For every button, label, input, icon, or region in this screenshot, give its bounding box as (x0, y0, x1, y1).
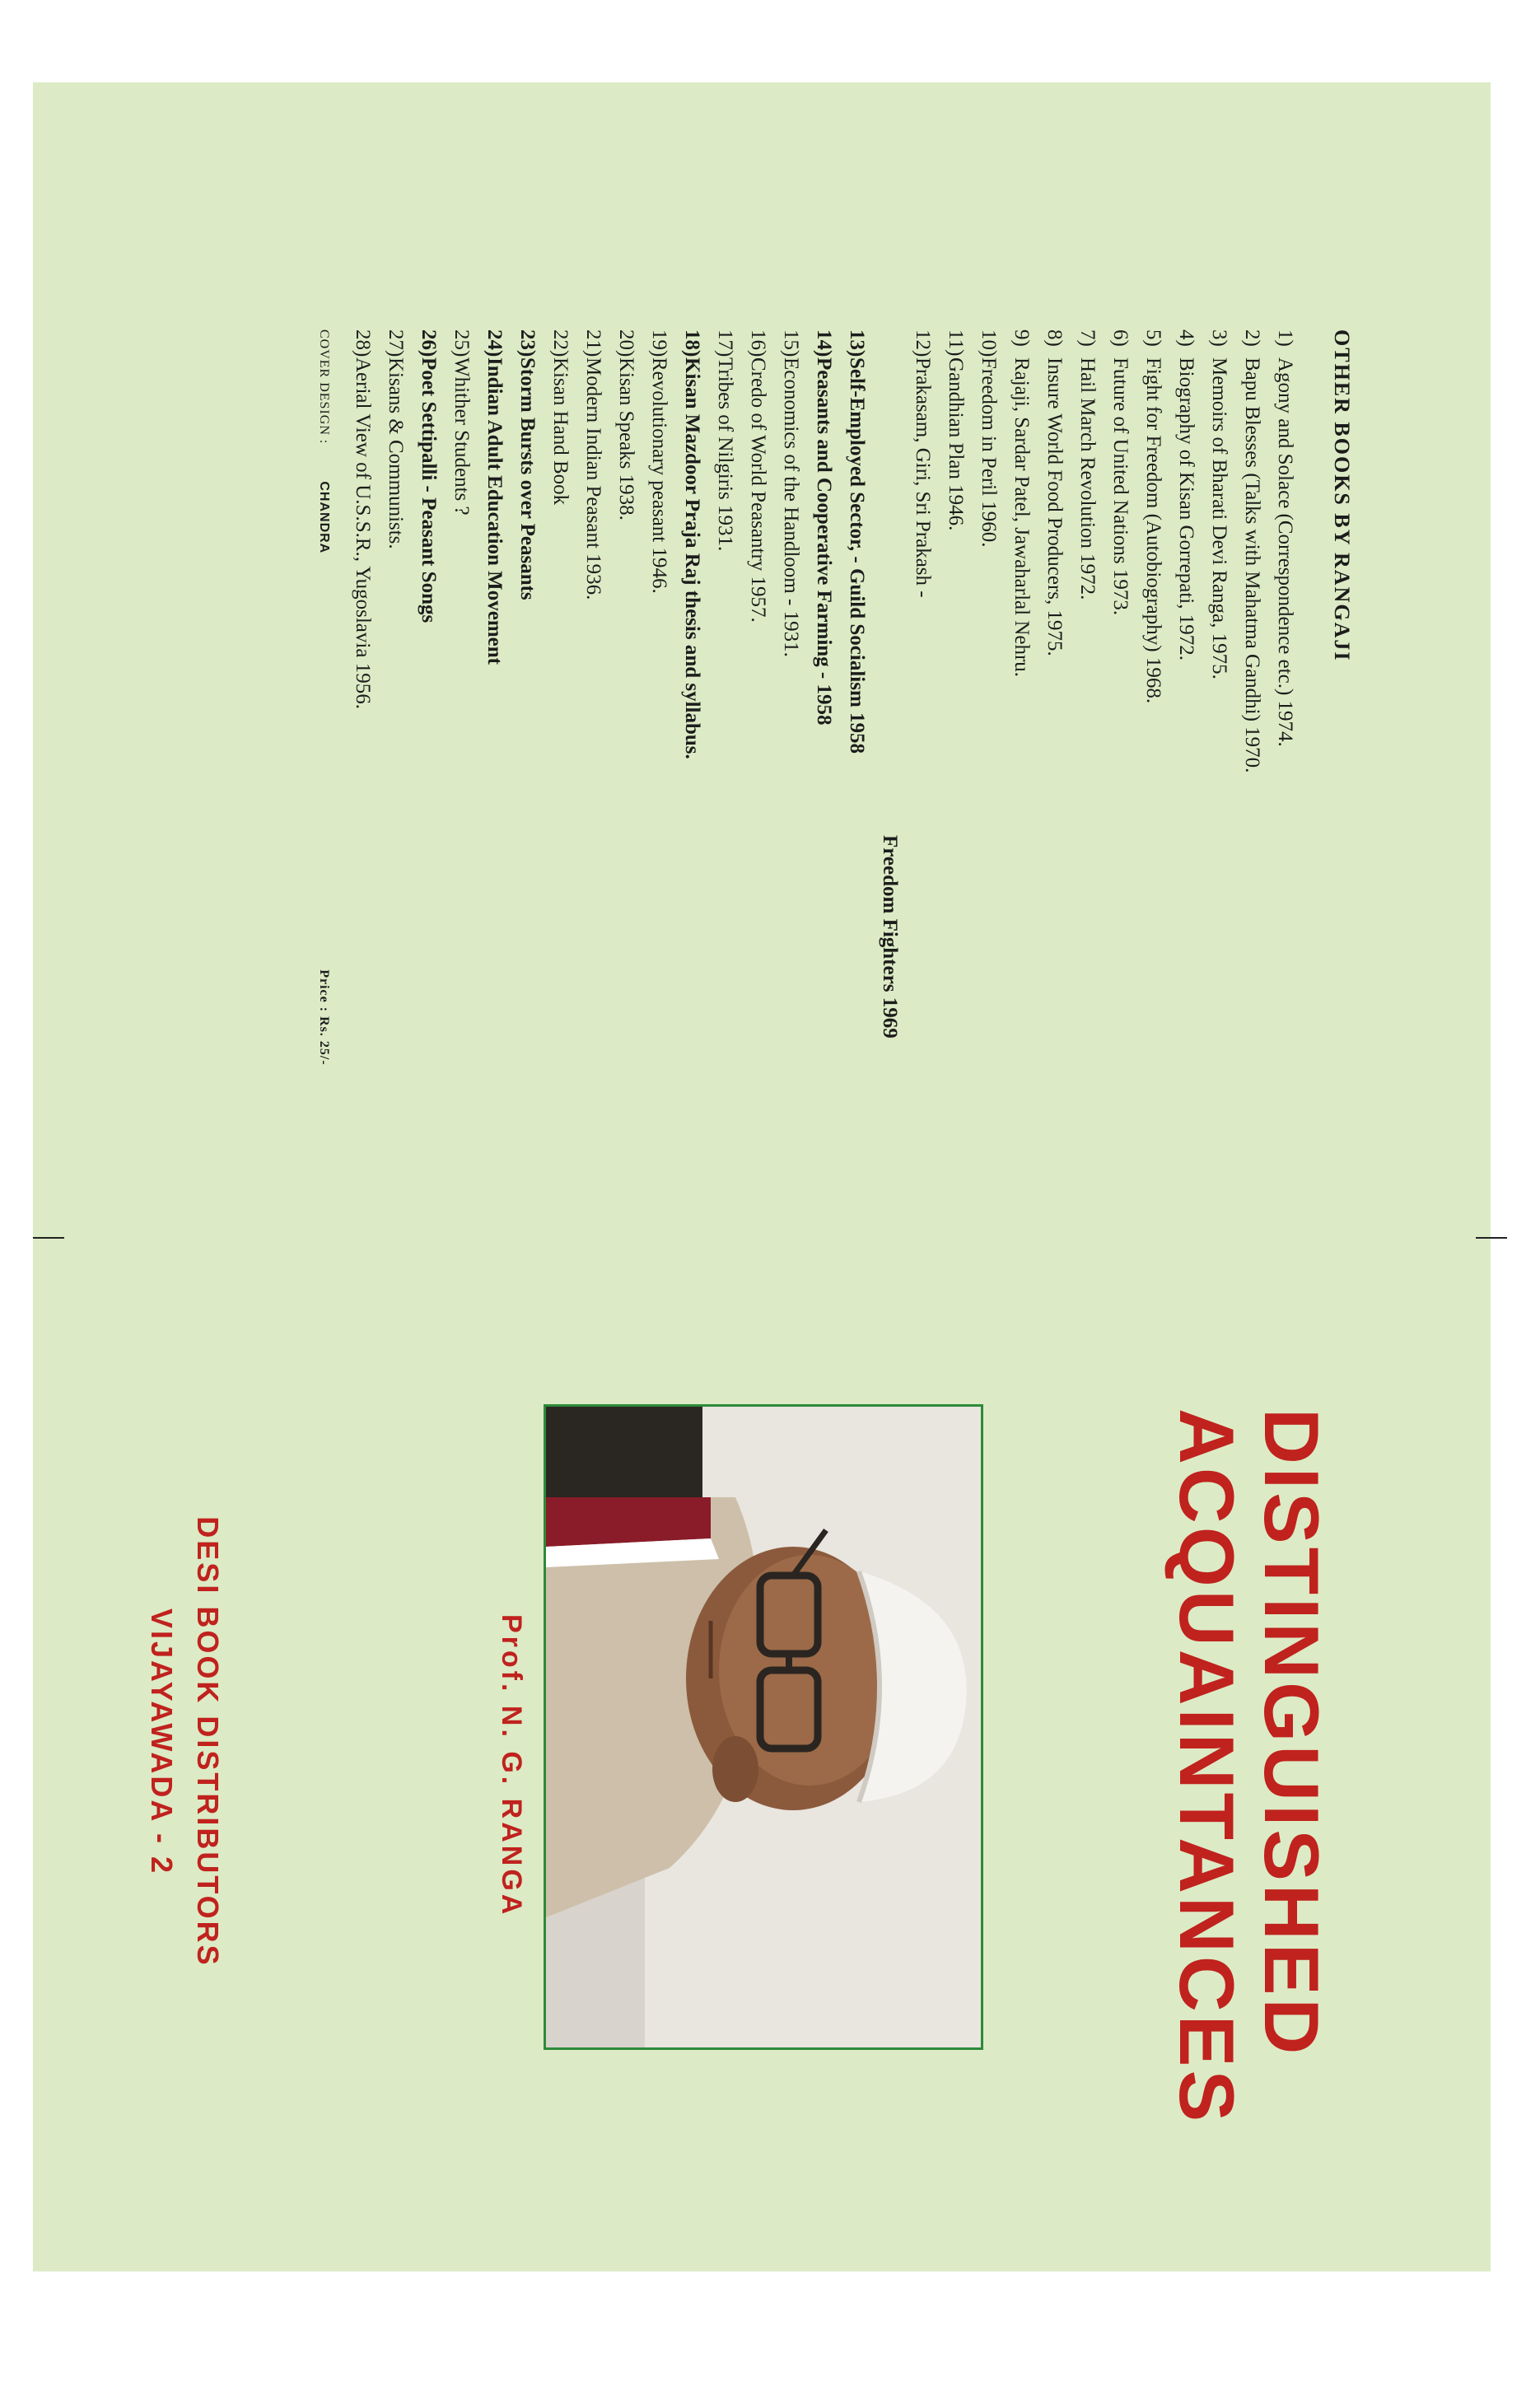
book-number: 9) (1010, 329, 1034, 347)
book-number: 10) (978, 329, 1001, 357)
book-list-item (1235, 329, 1268, 1482)
book-list-item (1202, 329, 1235, 1482)
author-portrait (544, 1404, 983, 2050)
book-list-item (1005, 329, 1038, 1482)
book-list-item (642, 329, 675, 1482)
book-list-item (544, 329, 576, 1482)
book-number: 21) (582, 329, 605, 357)
book-title: Tribes of Nilgiris 1931. (714, 357, 737, 552)
book-list-item (576, 329, 609, 1482)
book-number: 26) (418, 329, 441, 357)
book-list-item (1136, 329, 1169, 1482)
book-title: Indian Adult Education Movement (483, 357, 506, 665)
author-name: Prof. N. G. RANGA (496, 1614, 527, 1918)
cover-design-label: COVER DESIGN : (317, 329, 332, 445)
book-title: Storm Bursts over Peasants (516, 357, 539, 600)
book-title: Rajaji, Sardar Patel, Jawaharlal Nehru. (1010, 357, 1034, 678)
book-list-item (741, 329, 774, 1482)
book-title: Revolutionary peasant 1946. (648, 357, 671, 594)
book-number: 22) (549, 329, 572, 357)
book-title: Prakasam, Giri, Sri Prakash - (912, 357, 935, 598)
book-list-item (511, 329, 544, 1482)
cover-designer: CHANDRA (317, 481, 332, 554)
portrait-illustration (546, 1407, 981, 2047)
publisher-name: DESI BOOK DISTRIBUTORS (191, 1516, 225, 1968)
book-list-item (412, 329, 445, 1482)
book-list-item (445, 329, 478, 1482)
book-number: 27) (385, 329, 408, 357)
book-number: 24) (483, 329, 506, 357)
book-title: Fight for Freedom (Autobiography) 1968. (1142, 357, 1165, 704)
book-number: 15) (780, 329, 803, 357)
book-number: 7) (1076, 329, 1099, 347)
book-title: Memoirs of Bharati Devi Ranga, 1975. (1208, 357, 1231, 679)
other-books-list (314, 329, 1359, 1482)
price-label: Price : Rs. 25/- (317, 969, 332, 1066)
book-list-item (1038, 329, 1071, 1482)
book-title: Poet Settipalli - Peasant Songs (418, 357, 441, 623)
book-title: Kisan Hand Book (549, 357, 572, 506)
book-list-item (972, 329, 1005, 1482)
book-cover-sheet (33, 82, 1491, 2271)
book-title: Whither Students ? (450, 357, 474, 516)
book-number: 4) (1175, 329, 1198, 347)
book-list-item (708, 329, 741, 1482)
book-number: 23) (516, 329, 539, 357)
book-title: Credo of World Peasantry 1957. (747, 357, 770, 623)
book-number: 20) (615, 329, 638, 357)
book-title: Economics of the Handloom - 1931. (780, 357, 803, 657)
book-number: 16) (747, 329, 770, 357)
book-number: 28) (352, 329, 375, 357)
book-number: 12) (912, 329, 935, 357)
book-list-item (379, 329, 412, 1482)
book-number: 3) (1208, 329, 1231, 347)
book-list-item (774, 329, 807, 1482)
book-title: Kisan Speaks 1938. (615, 357, 638, 521)
book-number: 18) (681, 329, 704, 357)
book-title (1164, 1408, 1334, 2271)
book-number: 1) (1274, 329, 1297, 347)
book-title: Biography of Kisan Gorrepati, 1972. (1175, 357, 1198, 661)
book-number: 11) (945, 329, 968, 357)
title-line-2: ACQUAINTANCES (1163, 1408, 1250, 2126)
book-list-item (346, 329, 379, 1482)
book-title: Peasants and Cooperative Farming - 1958 (813, 357, 836, 726)
book-title: Modern Indian Peasant 1936. (582, 357, 605, 600)
book-number: 6) (1109, 329, 1132, 347)
book-title: Kisans & Communists. (385, 357, 408, 549)
book-number: 14) (813, 329, 836, 357)
book-number: 25) (450, 329, 474, 357)
book-title: Insure World Food Producers, 1975. (1043, 357, 1066, 656)
publisher-city: VIJAYAWADA - 2 (145, 1608, 180, 1876)
book-title: Kisan Mazdoor Praja Raj thesis and syllabus. (681, 357, 704, 759)
book-list-item (1169, 329, 1202, 1482)
book-list-item (807, 329, 840, 1482)
book-number: 13) (846, 329, 869, 357)
crop-mark-left (33, 1237, 64, 1239)
book-list-item (840, 329, 873, 1482)
book-list-item (675, 329, 708, 1482)
other-books-heading: OTHER BOOKS BY RANGAJI (1330, 329, 1354, 662)
book-list-item (1104, 329, 1136, 1482)
book-list-item (939, 329, 972, 1482)
book-title: Bapu Blesses (Talks with Mahatma Gandhi) 1970. (1241, 357, 1264, 773)
book-title: Gandhian Plan 1946. (945, 357, 968, 531)
book-number: 8) (1043, 329, 1066, 347)
book-title: Self-Employed Sector, - Guild Socialism 1958 (846, 357, 869, 754)
book-title: Freedom Fighters 1969 (879, 835, 902, 1039)
book-list-item (478, 329, 511, 1482)
book-list-item (1071, 329, 1104, 1482)
book-title: Aerial View of U.S.S.R., Yugoslavia 1956. (352, 357, 375, 709)
book-list-item (906, 329, 939, 1482)
book-list (346, 329, 1301, 1482)
book-title: Future of United Nations 1973. (1109, 357, 1132, 616)
cover-design-credit (314, 329, 335, 1482)
book-list-item (609, 329, 642, 1482)
book-title: Hail March Revolution 1972. (1076, 357, 1099, 600)
book-number: 2) (1241, 329, 1264, 347)
publisher-block (138, 1495, 231, 1989)
book-number: 19) (648, 329, 671, 357)
book-title: Agony and Solace (Correspondence etc.) 1974. (1274, 357, 1297, 747)
crop-mark-right (1476, 1237, 1507, 1239)
book-number: 17) (714, 329, 737, 357)
book-number: 5) (1142, 329, 1165, 347)
title-line-1: DISTINGUISHED (1248, 1408, 1335, 2058)
book-list-item (1268, 329, 1301, 1482)
book-title: Freedom in Peril 1960. (978, 357, 1001, 548)
book-list-item (873, 329, 906, 1482)
